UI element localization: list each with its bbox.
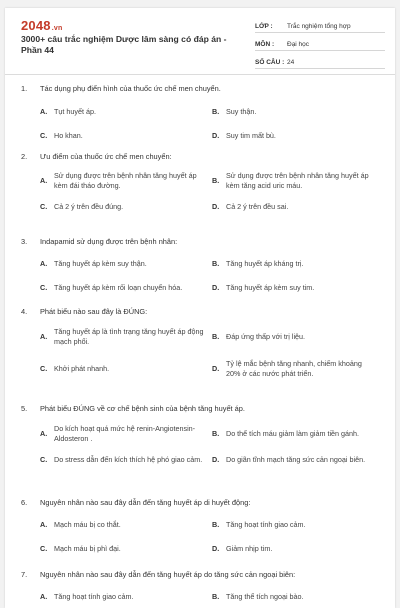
question-text (21, 84, 381, 94)
question-stem: Ưu điểm của thuốc ức chế men chuyển: (40, 152, 172, 161)
question-text (21, 237, 381, 247)
option-text: Suy tim mất bù. (226, 131, 276, 140)
question-text (21, 498, 381, 508)
option-b[interactable] (212, 592, 384, 602)
options-grid (21, 327, 381, 379)
options-grid (21, 107, 381, 141)
option-letter: A. (40, 520, 48, 529)
options-grid (21, 592, 381, 602)
option-text: Cả 2 ý trên đều sai. (226, 202, 289, 211)
question-stem: Indapamid sử dụng được trên bệnh nhân: (40, 237, 178, 246)
option-letter: A. (40, 332, 48, 341)
meta-row-count (255, 54, 385, 69)
option-d[interactable] (212, 202, 384, 212)
option-a[interactable] (40, 107, 212, 117)
site-logo[interactable] (21, 18, 62, 33)
option-letter: D. (212, 455, 220, 464)
option-text: Tăng hoạt tính giao cảm. (54, 592, 134, 601)
option-text: Ho khan. (54, 131, 83, 140)
option-a[interactable] (40, 424, 212, 444)
option-letter: A. (40, 429, 48, 438)
option-text: Tăng hoạt tính giao cảm. (226, 520, 306, 529)
option-letter: C. (40, 202, 48, 211)
question-1 (21, 84, 381, 141)
option-letter: C. (40, 283, 48, 292)
meta-value: Đại học (287, 41, 310, 48)
question-number: 3. (21, 237, 28, 246)
option-letter: D. (212, 544, 220, 553)
option-letter: B. (212, 176, 220, 185)
option-c[interactable] (40, 131, 212, 141)
document-page (5, 8, 395, 608)
option-text: Giảm nhịp tim. (226, 544, 273, 553)
meta-label: SỐ CÂU : (255, 59, 285, 66)
option-b[interactable] (212, 520, 384, 530)
option-b[interactable] (212, 327, 384, 347)
option-text: Sử dụng được trên bệnh nhân tăng huyết áp kèm đái tháo đường. (54, 171, 197, 190)
option-letter: A. (40, 107, 48, 116)
option-letter: B. (212, 259, 220, 268)
option-d[interactable] (212, 283, 384, 293)
option-b[interactable] (212, 107, 384, 117)
options-grid (21, 424, 381, 465)
option-a[interactable] (40, 592, 212, 602)
option-text: Do giãn tĩnh mạch tăng sức cản ngoại biên. (226, 455, 366, 464)
option-a[interactable] (40, 520, 212, 530)
options-grid (21, 520, 381, 554)
option-letter: A. (40, 176, 48, 185)
logo-text: 2048 (21, 18, 51, 33)
option-letter: C. (40, 455, 48, 464)
question-text (21, 570, 381, 580)
option-letter: D. (212, 283, 220, 292)
meta-row-subject (255, 36, 385, 51)
question-number: 2. (21, 152, 28, 161)
header-divider (5, 74, 395, 75)
question-number: 5. (21, 404, 28, 413)
option-text: Suy thận. (226, 107, 257, 116)
question-2 (21, 152, 381, 212)
options-grid (21, 171, 381, 212)
option-d[interactable] (212, 359, 384, 379)
question-stem: Tác dụng phụ điển hình của thuốc ức chế men chuyển. (40, 84, 221, 93)
option-c[interactable] (40, 283, 212, 293)
question-stem: Nguyên nhân nào sau đây dẫn đến tăng huyết áp di huyết động: (40, 498, 251, 507)
option-letter: B. (212, 107, 220, 116)
option-d[interactable] (212, 544, 384, 554)
question-3 (21, 237, 381, 293)
question-6 (21, 498, 381, 554)
question-text (21, 152, 381, 162)
option-text: Tăng huyết áp kèm suy thận. (54, 259, 147, 268)
question-stem: Nguyên nhân nào sau đây dẫn đến tăng huyết áp do tăng sức cản ngoại biên: (40, 570, 296, 579)
question-7 (21, 570, 381, 602)
option-letter: A. (40, 592, 48, 601)
option-text: Do thể tích máu giảm làm giảm tiền gánh. (226, 429, 360, 438)
option-text: Tăng huyết áp là tình trạng tăng huyết áp động mạch phổi. (54, 327, 204, 346)
question-number: 7. (21, 570, 28, 579)
question-4 (21, 307, 381, 379)
meta-label: LỚP : (255, 23, 273, 30)
question-number: 4. (21, 307, 28, 316)
option-a[interactable] (40, 327, 212, 347)
option-b[interactable] (212, 259, 384, 269)
option-letter: C. (40, 131, 48, 140)
meta-row-class (255, 18, 385, 33)
question-number: 1. (21, 84, 28, 93)
question-number: 6. (21, 498, 28, 507)
option-text: Mạch máu bị co thắt. (54, 520, 121, 529)
option-letter: B. (212, 592, 220, 601)
question-text (21, 404, 381, 414)
option-letter: D. (212, 202, 220, 211)
option-text: Do kích hoạt quá mức hệ renin-Angiotensin-Aldosteron . (54, 424, 196, 443)
option-letter: D. (212, 364, 220, 373)
option-c[interactable] (40, 359, 212, 379)
option-text: Tụt huyết áp. (54, 107, 96, 116)
option-text: Đáp ứng thấp với trị liệu. (226, 332, 306, 341)
option-letter: A. (40, 259, 48, 268)
meta-value: 24 (287, 59, 295, 66)
option-text: Sử dụng được trên bệnh nhân tăng huyết áp kèm tăng acid uric máu. (226, 171, 369, 190)
option-letter: B. (212, 332, 220, 341)
option-text: Tăng thể tích ngoại bào. (226, 592, 304, 601)
option-text: Khởi phát nhanh. (54, 364, 110, 373)
option-c[interactable] (40, 544, 212, 554)
option-b[interactable] (212, 171, 384, 191)
question-5 (21, 404, 381, 465)
option-a[interactable] (40, 259, 212, 269)
option-c[interactable] (40, 202, 212, 212)
option-c[interactable] (40, 455, 212, 465)
logo-suffix: .vn (51, 25, 63, 32)
option-letter: B. (212, 520, 220, 529)
option-text: Tăng huyết áp kháng trị. (226, 259, 304, 268)
option-text: Tăng huyết áp kèm rối loạn chuyển hóa. (54, 283, 183, 292)
meta-label: MÔN : (255, 41, 275, 48)
document-title: 3000+ câu trắc nghiệm Dược lâm sàng có đáp án - Phần 44 (21, 34, 227, 55)
option-text: Tỷ lệ mắc bệnh tăng nhanh, chiếm khoảng 20% ở các nước phát triển. (226, 359, 362, 378)
option-text: Do stress dẫn đến kích thích hệ phó giao cảm. (54, 455, 203, 464)
document-meta (255, 18, 385, 72)
option-letter: D. (212, 131, 220, 140)
option-text: Mạch máu bị phì đại. (54, 544, 121, 553)
option-letter: B. (212, 429, 220, 438)
option-d[interactable] (212, 131, 384, 141)
meta-value: Trắc nghiệm tổng hợp (287, 23, 351, 30)
option-text: Tăng huyết áp kèm suy tim. (226, 283, 315, 292)
question-stem: Phát biểu ĐÚNG về cơ chế bệnh sinh của bệnh tăng huyết áp. (40, 404, 245, 413)
option-d[interactable] (212, 455, 384, 465)
options-grid (21, 259, 381, 293)
question-stem: Phát biểu nào sau đây là ĐÚNG: (40, 307, 148, 316)
option-letter: C. (40, 544, 48, 553)
option-b[interactable] (212, 424, 384, 444)
option-text: Cả 2 ý trên đều đúng. (54, 202, 124, 211)
document-header (5, 8, 395, 70)
question-text (21, 307, 381, 317)
option-a[interactable] (40, 171, 212, 191)
option-letter: C. (40, 364, 48, 373)
